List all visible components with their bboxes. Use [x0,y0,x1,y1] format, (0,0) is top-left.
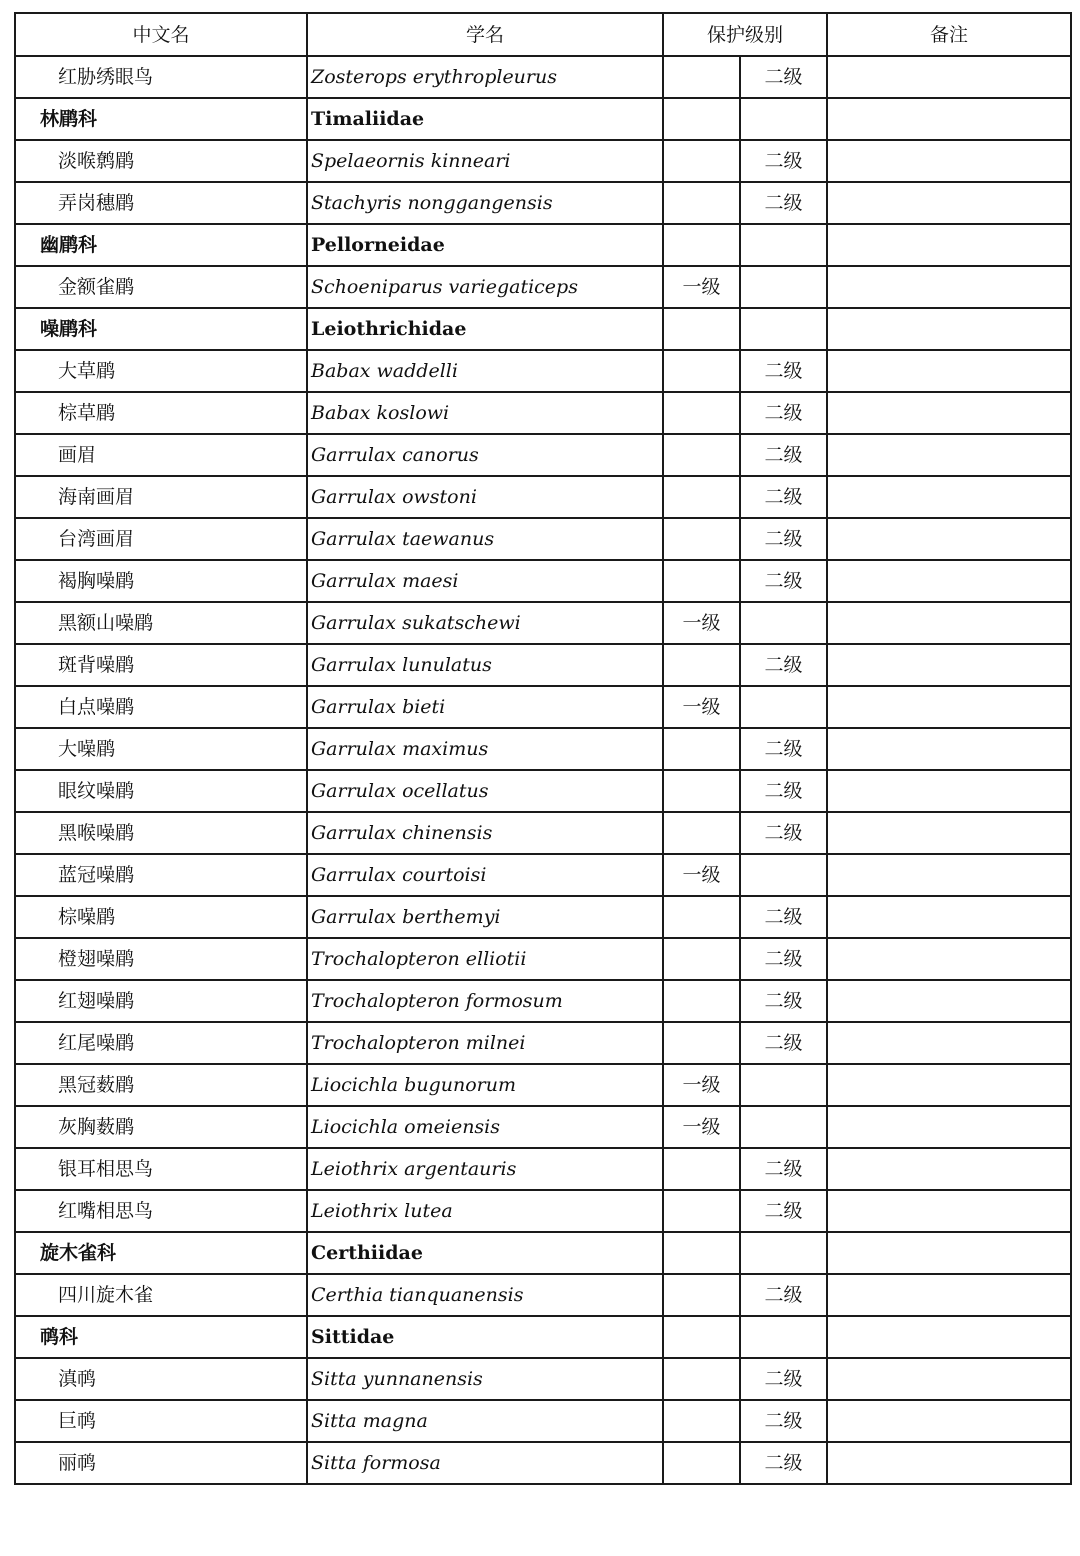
chinese-name-cell: 棕噪鹛 [15,896,307,938]
species-row [15,434,1071,476]
chinese-name-cell: 蓝冠噪鹛 [15,854,307,896]
level-two-cell: 二级 [740,980,827,1022]
level-one-cell [663,182,740,224]
scientific-name-cell: Stachyris nonggangensis [307,182,663,224]
chinese-name-cell: 红胁绣眼鸟 [15,56,307,98]
level-one-cell [663,1232,740,1274]
level-two-cell: 二级 [740,56,827,98]
remarks-cell [827,1190,1071,1232]
chinese-name-cell: 棕草鹛 [15,392,307,434]
species-row [15,1022,1071,1064]
level-one-cell: 一级 [663,602,740,644]
chinese-name-cell: 褐胸噪鹛 [15,560,307,602]
level-one-cell [663,392,740,434]
remarks-cell [827,1232,1071,1274]
level-two-cell: 二级 [740,812,827,854]
remarks-cell [827,602,1071,644]
species-row [15,1106,1071,1148]
scientific-name-cell: Garrulax maximus [307,728,663,770]
chinese-name-cell: 幽鹛科 [15,224,307,266]
species-row [15,1400,1071,1442]
remarks-cell [827,182,1071,224]
scientific-name-cell: Leiothrichidae [307,308,663,350]
level-two-cell: 二级 [740,644,827,686]
remarks-cell [827,1106,1071,1148]
level-one-cell [663,938,740,980]
chinese-name-cell: 噪鹛科 [15,308,307,350]
level-two-cell: 二级 [740,896,827,938]
species-row [15,1190,1071,1232]
remarks-cell [827,938,1071,980]
remarks-cell [827,812,1071,854]
level-two-cell [740,308,827,350]
scientific-name-cell: Schoeniparus variegaticeps [307,266,663,308]
level-one-cell: 一级 [663,854,740,896]
scientific-name-cell: Sitta yunnanensis [307,1358,663,1400]
level-one-cell: 一级 [663,266,740,308]
remarks-cell [827,266,1071,308]
level-one-cell [663,728,740,770]
remarks-cell [827,728,1071,770]
scientific-name-cell: Leiothrix lutea [307,1190,663,1232]
chinese-name-cell: 橙翅噪鹛 [15,938,307,980]
remarks-cell [827,896,1071,938]
level-two-cell [740,602,827,644]
level-one-cell [663,56,740,98]
level-one-cell [663,476,740,518]
scientific-name-cell: Garrulax berthemyi [307,896,663,938]
level-two-cell [740,266,827,308]
level-one-cell [663,350,740,392]
remarks-cell [827,1316,1071,1358]
level-one-cell [663,224,740,266]
species-row [15,854,1071,896]
species-row [15,1442,1071,1484]
scientific-name-cell: Garrulax chinensis [307,812,663,854]
species-row [15,938,1071,980]
level-one-cell [663,980,740,1022]
scientific-name-cell: Trochalopteron milnei [307,1022,663,1064]
species-protection-table [14,12,1072,1485]
remarks-cell [827,770,1071,812]
level-two-cell [740,1064,827,1106]
scientific-name-cell: Certhiidae [307,1232,663,1274]
level-one-cell [663,1022,740,1064]
level-two-cell [740,686,827,728]
chinese-name-cell: 旋木雀科 [15,1232,307,1274]
level-one-cell [663,1274,740,1316]
level-two-cell: 二级 [740,560,827,602]
species-row [15,476,1071,518]
level-one-cell [663,1148,740,1190]
remarks-cell [827,854,1071,896]
level-two-cell: 二级 [740,1190,827,1232]
scientific-name-cell: Garrulax canorus [307,434,663,476]
chinese-name-cell: 巨䴓 [15,1400,307,1442]
scientific-name-cell: Sittidae [307,1316,663,1358]
scientific-name-cell: Garrulax lunulatus [307,644,663,686]
scientific-name-cell: Spelaeornis kinneari [307,140,663,182]
species-row [15,896,1071,938]
chinese-name-cell: 红翅噪鹛 [15,980,307,1022]
scientific-name-cell: Certhia tianquanensis [307,1274,663,1316]
header-remarks: 备注 [827,13,1071,56]
species-row [15,1064,1071,1106]
species-row [15,602,1071,644]
remarks-cell [827,56,1071,98]
level-one-cell [663,308,740,350]
header-scientific-name: 学名 [307,13,663,56]
level-one-cell [663,1400,740,1442]
species-row [15,140,1071,182]
remarks-cell [827,980,1071,1022]
level-one-cell [663,770,740,812]
scientific-name-cell: Liocichla bugunorum [307,1064,663,1106]
remarks-cell [827,560,1071,602]
scientific-name-cell: Pellorneidae [307,224,663,266]
remarks-cell [827,1274,1071,1316]
chinese-name-cell: 斑背噪鹛 [15,644,307,686]
level-two-cell: 二级 [740,434,827,476]
level-two-cell: 二级 [740,728,827,770]
species-row [15,560,1071,602]
chinese-name-cell: 黑冠薮鹛 [15,1064,307,1106]
level-two-cell: 二级 [740,350,827,392]
species-row [15,770,1071,812]
species-row [15,728,1071,770]
scientific-name-cell: Sitta magna [307,1400,663,1442]
level-two-cell: 二级 [740,1148,827,1190]
scientific-name-cell: Zosterops erythropleurus [307,56,663,98]
chinese-name-cell: 金额雀鹛 [15,266,307,308]
level-one-cell [663,1316,740,1358]
level-two-cell: 二级 [740,140,827,182]
scientific-name-cell: Leiothrix argentauris [307,1148,663,1190]
species-row [15,1274,1071,1316]
level-two-cell [740,1316,827,1358]
level-one-cell [663,1190,740,1232]
level-one-cell [663,560,740,602]
scientific-name-cell: Garrulax courtoisi [307,854,663,896]
scientific-name-cell: Garrulax bieti [307,686,663,728]
chinese-name-cell: 大噪鹛 [15,728,307,770]
chinese-name-cell: 黑额山噪鹛 [15,602,307,644]
scientific-name-cell: Liocichla omeiensis [307,1106,663,1148]
chinese-name-cell: 红尾噪鹛 [15,1022,307,1064]
family-row [15,1316,1071,1358]
remarks-cell [827,1022,1071,1064]
remarks-cell [827,98,1071,140]
chinese-name-cell: 淡喉鹩鹛 [15,140,307,182]
scientific-name-cell: Trochalopteron elliotii [307,938,663,980]
species-row [15,518,1071,560]
scientific-name-cell: Garrulax taewanus [307,518,663,560]
scientific-name-cell: Garrulax owstoni [307,476,663,518]
remarks-cell [827,644,1071,686]
level-two-cell: 二级 [740,476,827,518]
chinese-name-cell: 四川旋木雀 [15,1274,307,1316]
chinese-name-cell: 䴓科 [15,1316,307,1358]
species-row [15,392,1071,434]
level-two-cell: 二级 [740,1274,827,1316]
remarks-cell [827,392,1071,434]
level-one-cell: 一级 [663,1106,740,1148]
chinese-name-cell: 眼纹噪鹛 [15,770,307,812]
chinese-name-cell: 台湾画眉 [15,518,307,560]
chinese-name-cell: 灰胸薮鹛 [15,1106,307,1148]
species-row [15,56,1071,98]
level-two-cell: 二级 [740,770,827,812]
chinese-name-cell: 丽䴓 [15,1442,307,1484]
remarks-cell [827,308,1071,350]
level-two-cell: 二级 [740,1442,827,1484]
chinese-name-cell: 大草鹛 [15,350,307,392]
level-two-cell [740,1232,827,1274]
chinese-name-cell: 白点噪鹛 [15,686,307,728]
chinese-name-cell: 黑喉噪鹛 [15,812,307,854]
remarks-cell [827,518,1071,560]
species-row [15,1358,1071,1400]
remarks-cell [827,686,1071,728]
chinese-name-cell: 红嘴相思鸟 [15,1190,307,1232]
level-one-cell: 一级 [663,686,740,728]
remarks-cell [827,1442,1071,1484]
scientific-name-cell: Garrulax maesi [307,560,663,602]
level-one-cell [663,896,740,938]
scientific-name-cell: Sitta formosa [307,1442,663,1484]
species-row [15,182,1071,224]
family-row [15,1232,1071,1274]
level-two-cell: 二级 [740,1022,827,1064]
scientific-name-cell: Babax waddelli [307,350,663,392]
family-row [15,308,1071,350]
level-one-cell [663,644,740,686]
level-two-cell: 二级 [740,1400,827,1442]
level-one-cell [663,98,740,140]
level-one-cell [663,1358,740,1400]
species-row [15,350,1071,392]
remarks-cell [827,1148,1071,1190]
family-row [15,98,1071,140]
level-two-cell [740,98,827,140]
remarks-cell [827,476,1071,518]
level-two-cell: 二级 [740,1358,827,1400]
scientific-name-cell: Babax koslowi [307,392,663,434]
species-row [15,980,1071,1022]
header-chinese-name: 中文名 [15,13,307,56]
table-body [15,56,1071,1484]
level-one-cell [663,812,740,854]
chinese-name-cell: 画眉 [15,434,307,476]
species-row [15,644,1071,686]
remarks-cell [827,1400,1071,1442]
level-two-cell [740,854,827,896]
remarks-cell [827,140,1071,182]
chinese-name-cell: 弄岗穗鹛 [15,182,307,224]
remarks-cell [827,434,1071,476]
species-row [15,812,1071,854]
level-two-cell: 二级 [740,518,827,560]
chinese-name-cell: 林鹛科 [15,98,307,140]
header-protection-level: 保护级别 [663,13,827,56]
scientific-name-cell: Trochalopteron formosum [307,980,663,1022]
scientific-name-cell: Timaliidae [307,98,663,140]
remarks-cell [827,1358,1071,1400]
species-row [15,686,1071,728]
level-one-cell [663,434,740,476]
level-two-cell: 二级 [740,392,827,434]
level-one-cell [663,518,740,560]
level-two-cell [740,224,827,266]
species-row [15,266,1071,308]
chinese-name-cell: 滇䴓 [15,1358,307,1400]
chinese-name-cell: 海南画眉 [15,476,307,518]
scientific-name-cell: Garrulax sukatschewi [307,602,663,644]
remarks-cell [827,350,1071,392]
chinese-name-cell: 银耳相思鸟 [15,1148,307,1190]
header-row [15,13,1071,56]
level-one-cell: 一级 [663,1064,740,1106]
level-two-cell [740,1106,827,1148]
remarks-cell [827,224,1071,266]
family-row [15,224,1071,266]
scientific-name-cell: Garrulax ocellatus [307,770,663,812]
level-two-cell: 二级 [740,938,827,980]
species-row [15,1148,1071,1190]
remarks-cell [827,1064,1071,1106]
level-one-cell [663,1442,740,1484]
level-one-cell [663,140,740,182]
level-two-cell: 二级 [740,182,827,224]
